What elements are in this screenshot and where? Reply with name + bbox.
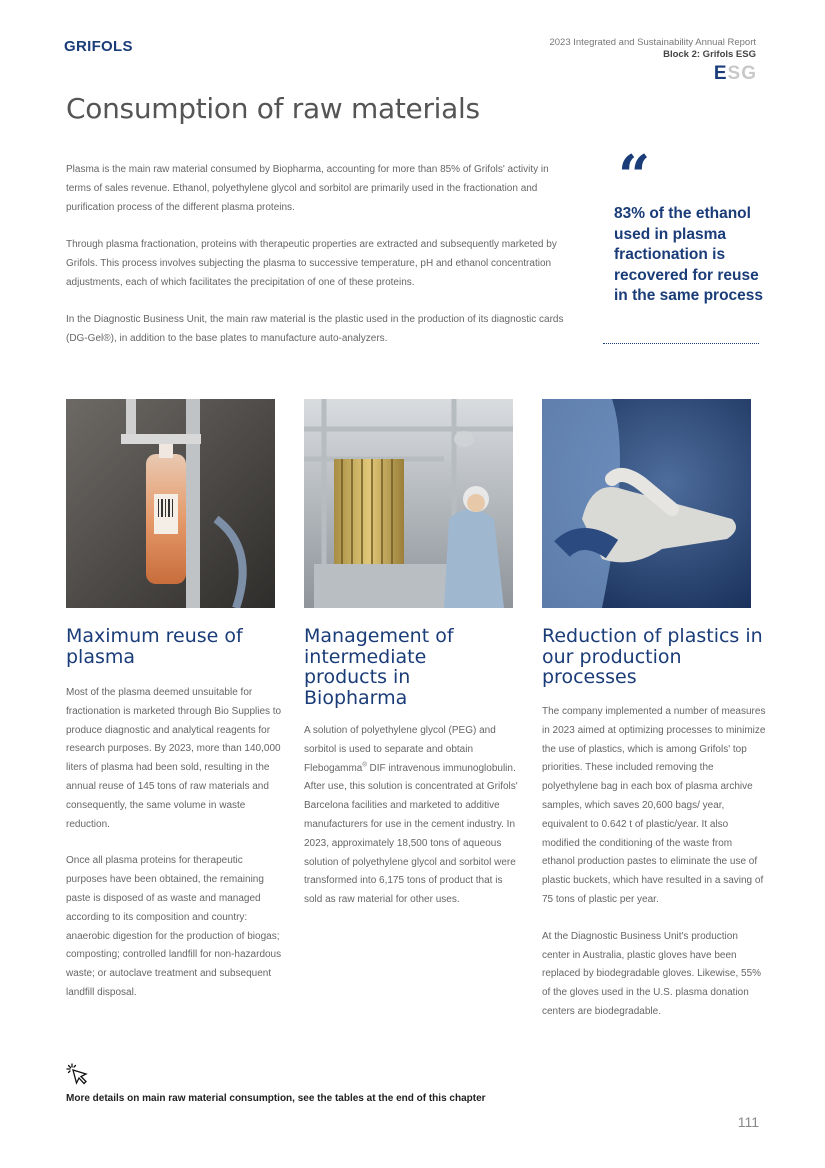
pull-quote: 83% of the ethanol used in plasma fractionation is recovered for reuse in the same process (614, 205, 764, 304)
grifols-logo: GRIFOLS (64, 38, 133, 55)
report-title: 2023 Integrated and Sustainability Annual Report (549, 37, 756, 48)
column-paragraph: Most of the plasma deemed unsuitable for fractionation is marketed through Bio Supplies to produce diagnostic and analytical reagents for research purposes. By 2023, more than 140,000 liters of plasma had been sold, resulting in the annual reuse of 145 tons of raw materials and consequently, the same volume in waste reduction. (66, 687, 282, 830)
click-cursor-icon (66, 1063, 90, 1087)
plasma-bag-photo (66, 399, 275, 608)
esg-sg: SG (727, 63, 757, 84)
paragraph-part: DIF intravenous immunoglobulin. After use, this solution is concentrated at Grifols' Barcelona facilities and marketed to additive manufacturers for use in the cement industry. In 2023, approximately 18,500 tons of aqueous solution of polyethylene glycol and sorbitol were transformed into 6,175 tons of product that is sold as raw material for other uses. (304, 762, 518, 906)
page-title: Consumption of raw materials (66, 92, 480, 125)
column-paragraph: Once all plasma proteins for therapeutic purposes have been obtained, the remaining paste is disposed of as waste and managed according to its composition and country: anaerobic digestion for the production of biogas; composting; controlled landfill for non-hazardous waste; or autoclave treatment and subsequent landfill disposal. (66, 855, 282, 998)
esg-e: E (713, 63, 728, 84)
column-body-plasma-reuse (66, 684, 286, 1021)
report-header (549, 37, 756, 61)
intro-paragraph: Plasma is the main raw material consumed by Biopharma, accounting for more than 85% of Grifols' activity in terms of sales revenue. Ethanol, polyethylene glycol and sorbitol are primarily used in the fractionation and purification process of the different plasma proteins. (66, 164, 549, 213)
footnote-link-text: More details on main raw material consumption, see the tables at the end of this chapter (66, 1093, 486, 1104)
paragraph-part: A solution of polyethylene glycol (PEG) and sorbitol is used to separate and obtain Flebogamma (304, 725, 496, 774)
intro-paragraph: In the Diagnostic Business Unit, the main raw material is the plastic used in the production of its diagnostic cards (DG-Gel®), in addition to the base plates to manufacture auto-analyzers. (66, 314, 564, 344)
intro-paragraph: Through plasma fractionation, proteins with therapeutic properties are extracted and subsequently marketed by Grifols. This process involves subjecting the plasma to successive temperature, pH and ethanol concentration adjustments, each of which facilitates the precipitation of one of these proteins. (66, 239, 557, 288)
column-title-plasma-reuse: Maximum reuse of plasma (66, 625, 243, 668)
intro-text (66, 160, 576, 366)
page-number: 111 (737, 1114, 759, 1130)
quote-divider (603, 343, 759, 344)
column-paragraph (304, 722, 522, 910)
laboratory-photo (304, 399, 513, 608)
esg-mark (714, 63, 757, 85)
column-body-plastics-reduction (542, 703, 766, 1040)
column-title-intermediate-products: Management of intermediate products in Biopharma (304, 625, 454, 709)
gloved-hand-photo (542, 399, 751, 608)
block-label: Block 2: Grifols ESG (663, 49, 756, 60)
column-body-intermediate-products (304, 722, 522, 928)
quote-mark-icon: “ (618, 143, 651, 209)
column-paragraph: The company implemented a number of measures in 2023 aimed at optimizing processes to minimize the use of plastics, which is among Grifols' top priorities. These included removing the polyethylene bag in each box of plasma archive samples, which saves 20,600 bags/ year, equivalent to 0.642 t of plastic/year. It also modified the conditioning of the waste from ethanol production pastes to eliminate the use of plastic buckets, which have resulted in a saving of 75 tons of plastic per year. (542, 706, 766, 905)
column-title-plastics-reduction: Reduction of plastics in our production processes (542, 625, 763, 688)
column-paragraph: At the Diagnostic Business Unit's production center in Australia, plastic gloves have been replaced by biodegradable gloves. Likewise, 55% of the gloves used in the U.S. plasma donation centers are biodegradable. (542, 930, 762, 1017)
registered-mark: ® (362, 762, 367, 769)
